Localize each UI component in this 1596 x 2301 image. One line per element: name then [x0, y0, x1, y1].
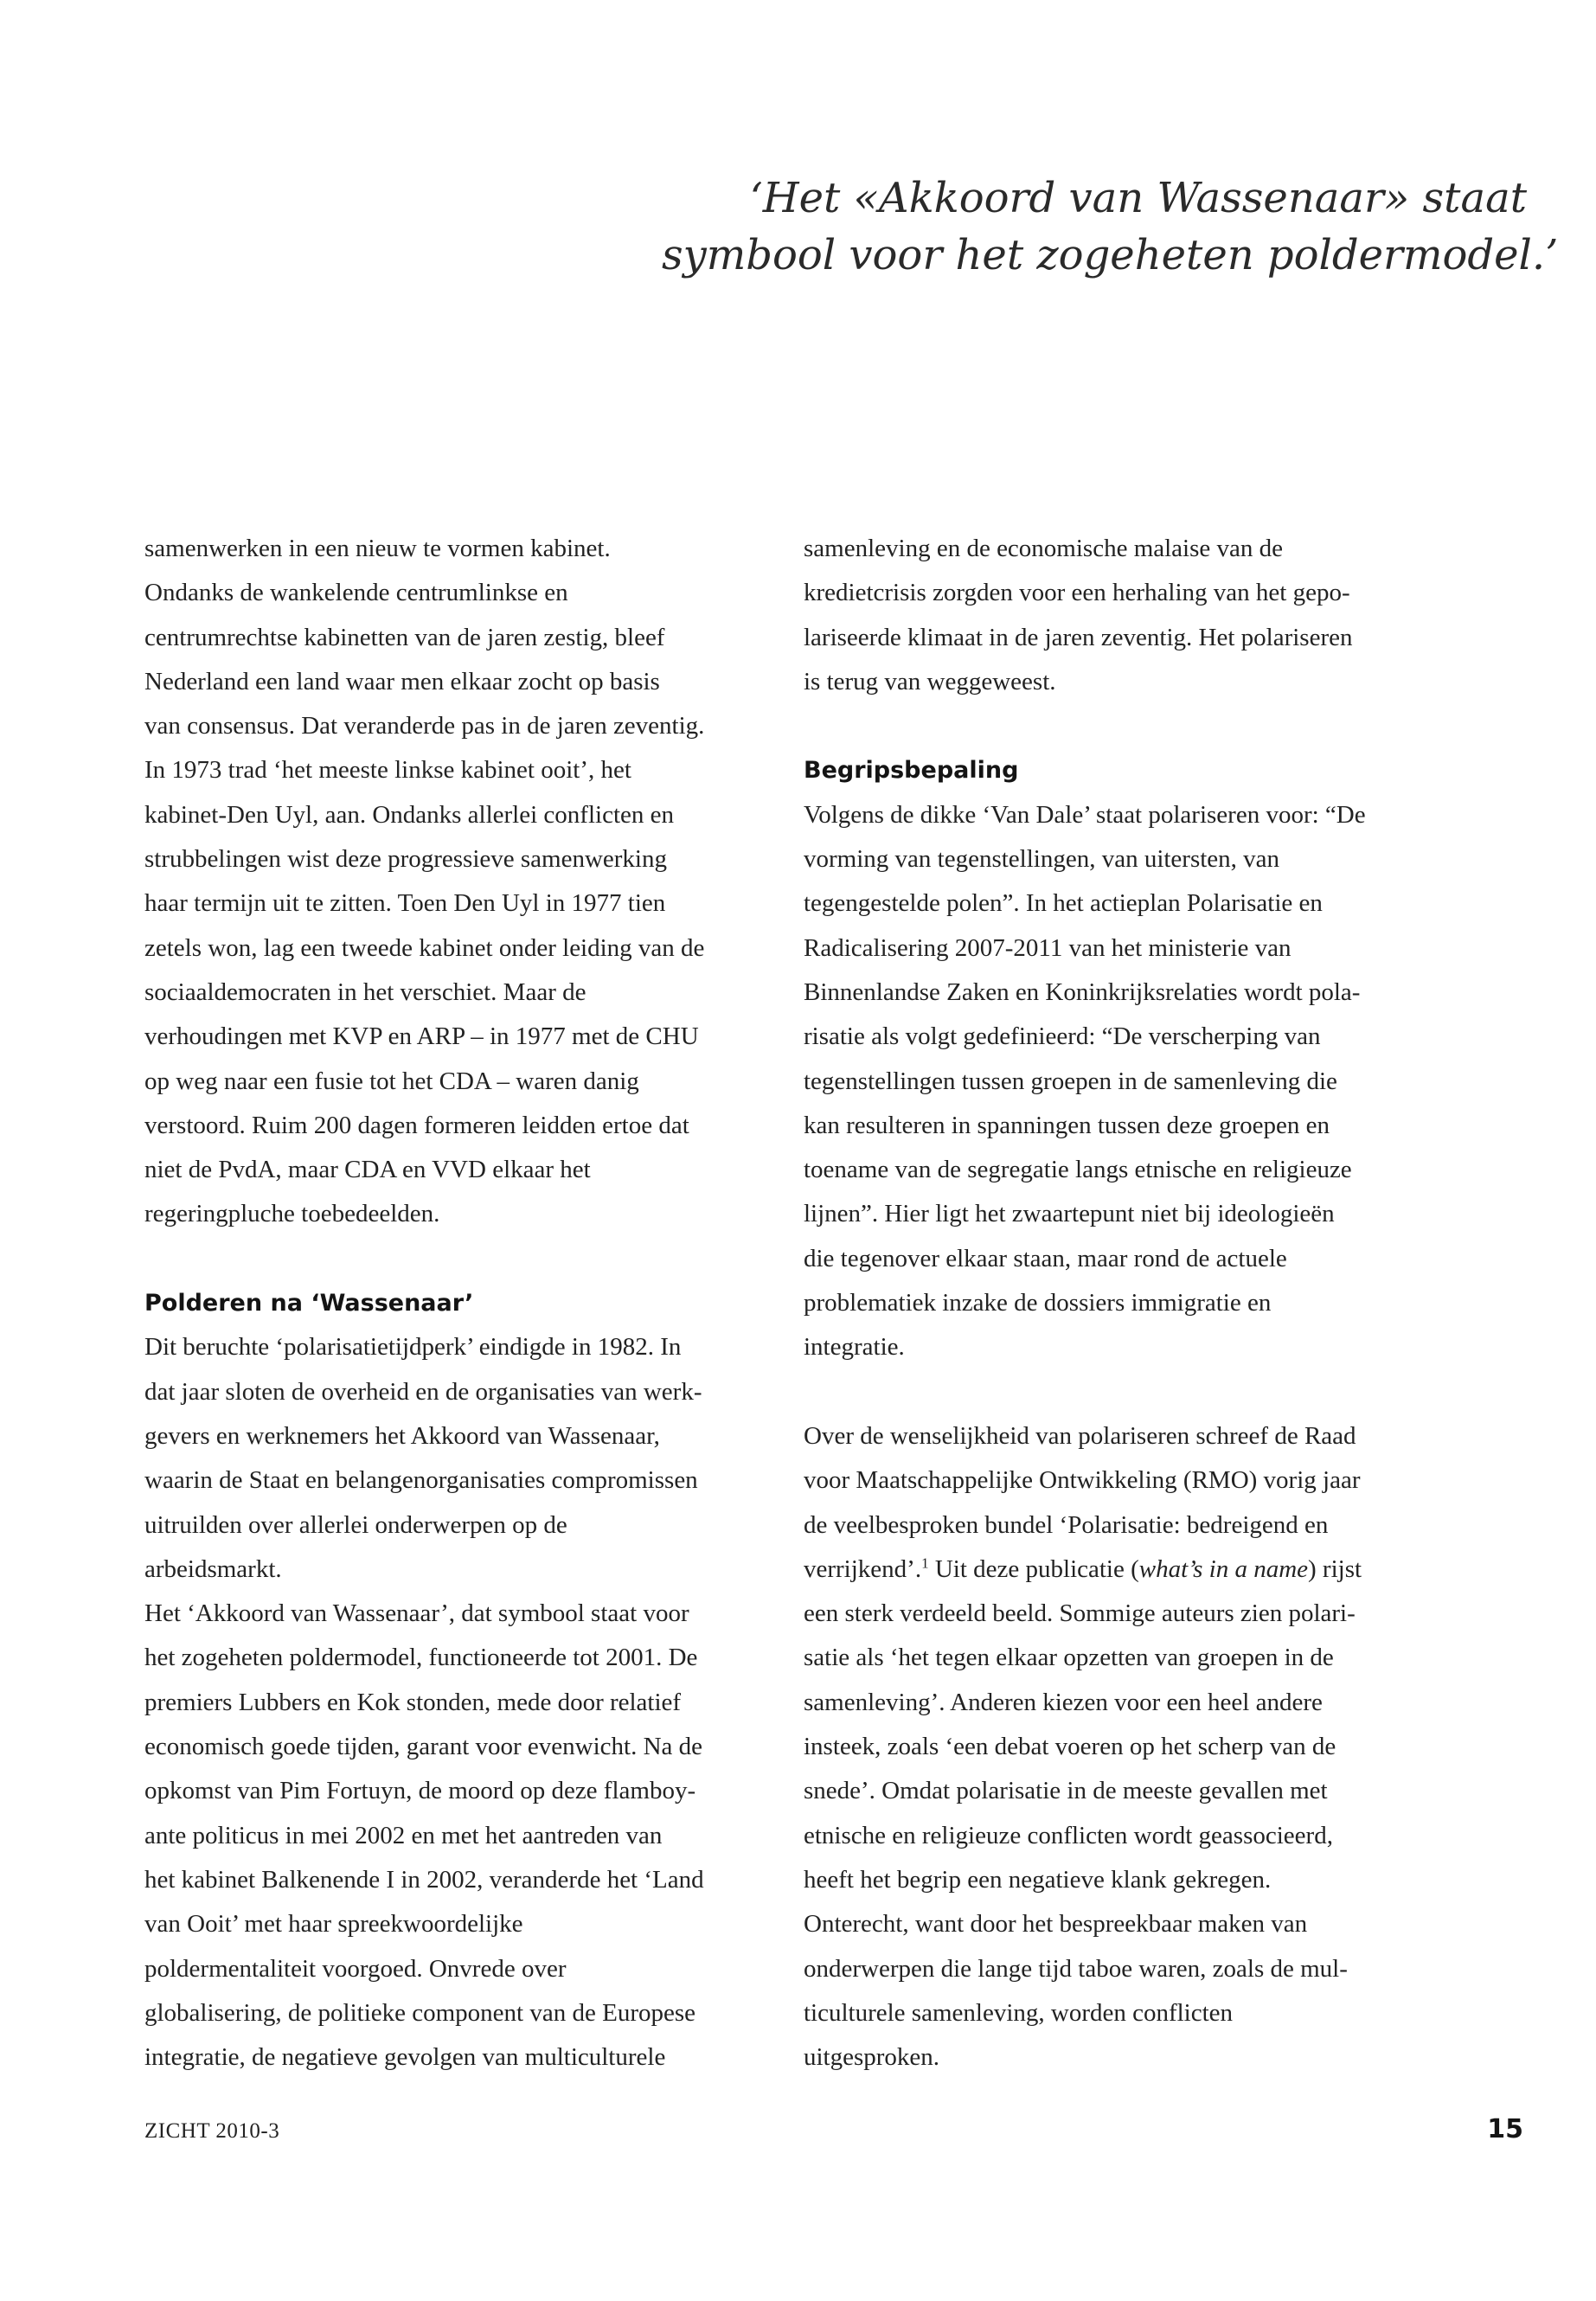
text-line: economisch goede tijden, garant voor evenwicht. Na de — [144, 1733, 703, 1761]
text-line: vorming van tegenstellingen, van uitersten, van — [804, 845, 1280, 874]
text-line: kan resulteren in spanningen tussen deze groepen en — [804, 1111, 1330, 1139]
text-line: het kabinet Balkenende I in 2002, veranderde het ‘Land — [144, 1865, 704, 1894]
text-line: premiers Lubbers en Kok stonden, mede door relatief — [144, 1688, 682, 1716]
text-line-with-footnote: verrijkend’.$^1$ Uit deze publicatie (what’s in a name) rijst — [804, 1554, 1362, 1583]
journal-footer: ZICHT 2010-3 — [144, 2119, 280, 2143]
text-line: Dit beruchte ‘polarisatietijdperk’ eindigde in 1982. In — [144, 1333, 682, 1362]
text-line: Over de wenselijkheid van polariseren schreef de Raad — [804, 1421, 1356, 1450]
text-line: heeft het begrip een negatieve klank gekregen. — [804, 1865, 1272, 1894]
text-line: integratie. — [804, 1333, 905, 1362]
pull-quote-line: ‘Het «Akkoord van Wassenaar» staat — [749, 174, 1527, 222]
text-line: Het ‘Akkoord van Wassenaar’, dat symbool staat voor — [144, 1599, 689, 1628]
text-line: op weg naar een fusie tot het CDA – waren danig — [144, 1067, 639, 1095]
text-line: kabinet-Den Uyl, aan. Ondanks allerlei conflicten en — [144, 800, 674, 829]
text-line: de veelbesproken bundel ‘Polarisatie: bedreigend en — [804, 1510, 1329, 1539]
text-line: kredietcrisis zorgden voor een herhaling van het gepo- — [804, 579, 1350, 607]
section-heading-begripsbepaling: Begripsbepaling — [804, 757, 1019, 785]
text-line: tegengestelde polen”. In het actieplan Polarisatie en — [804, 889, 1323, 918]
paragraph-gap — [804, 704, 1426, 748]
text-line: globalisering, de politieke component van de Europese — [144, 1998, 696, 2027]
text-line: Volgens de dikke ‘Van Dale’ staat polariseren voor: “De — [804, 800, 1366, 829]
text-line: gevers en werknemers het Akkoord van Wassenaar, — [144, 1421, 660, 1450]
text-line: In 1973 trad ‘het meeste linkse kabinet ooit’, het — [144, 756, 631, 785]
paragraph-gap — [804, 1370, 1426, 1414]
text-line: verstoord. Ruim 200 dagen formeren leidden ertoe dat — [144, 1111, 689, 1139]
left-column — [144, 527, 750, 2080]
right-paragraph-1 — [804, 527, 1426, 704]
text-line: snede’. Omdat polarisatie in de meeste gevallen met — [804, 1777, 1328, 1805]
text-line: risatie als volgt gedefinieerd: “De verscherping van — [804, 1022, 1321, 1051]
left-paragraph-2 — [144, 1325, 750, 2080]
text-line: integratie, de negatieve gevolgen van multiculturele — [144, 2043, 666, 2072]
text-line: een sterk verdeeld beeld. Sommige auteurs zien polari- — [804, 1599, 1356, 1628]
text-line: satie als ‘het tegen elkaar opzetten van groepen in de — [804, 1644, 1334, 1672]
text-line: sociaaldemocraten in het verschiet. Maar de — [144, 977, 586, 1006]
text-line: strubbelingen wist deze progressieve samenwerking — [144, 845, 667, 874]
text-line: centrumrechtse kabinetten van de jaren zestig, bleef — [144, 623, 665, 651]
text-line: uitruilden over allerlei onderwerpen op de — [144, 1510, 567, 1539]
text-line: arbeidsmarkt. — [144, 1554, 282, 1583]
right-column — [804, 527, 1426, 2080]
text-line: het zogeheten poldermodel, functioneerde tot 2001. De — [144, 1644, 698, 1672]
paragraph-gap — [144, 1237, 750, 1281]
pull-quote-line: symbool voor het zogeheten poldermodel.’ — [662, 231, 1559, 279]
text-line: opkomst van Pim Fortuyn, de moord op deze flamboy- — [144, 1777, 696, 1805]
text-line: etnische en religieuze conflicten wordt geassocieerd, — [804, 1821, 1333, 1849]
text-line: regeringpluche toebedeelden. — [144, 1200, 440, 1228]
text-line: dat jaar sloten de overheid en de organisaties van werk- — [144, 1377, 702, 1406]
text-line: Onterecht, want door het bespreekbaar maken van — [804, 1910, 1308, 1939]
text-line: ticulturele samenleving, worden conflicten — [804, 1998, 1234, 2027]
text-line: zetels won, lag een tweede kabinet onder leiding van de — [144, 933, 705, 962]
text-line: van Ooit’ met haar spreekwoordelijke — [144, 1910, 523, 1939]
text-line: Radicalisering 2007-2011 van het ministerie van — [804, 933, 1292, 962]
left-paragraph-1 — [144, 527, 750, 1237]
text-line: samenleving’. Anderen kiezen voor een heel andere — [804, 1688, 1323, 1716]
section-heading-polderen: Polderen na ‘Wassenaar’ — [144, 1290, 474, 1317]
text-line: samenwerken in een nieuw te vormen kabinet. — [144, 535, 611, 562]
text-line: lariseerde klimaat in de jaren zeventig. Het polariseren — [804, 623, 1353, 651]
text-line: toename van de segregatie langs etnische en religieuze — [804, 1156, 1352, 1184]
text-line: haar termijn uit te zitten. Toen Den Uyl in 1977 tien — [144, 889, 666, 918]
right-paragraph-3 — [804, 1414, 1426, 2080]
text-line: uitgesproken. — [804, 2043, 940, 2072]
text-line: tegenstellingen tussen groepen in de samenleving die — [804, 1067, 1337, 1095]
text-line: problematiek inzake de dossiers immigratie en — [804, 1289, 1272, 1317]
pull-quote — [662, 170, 1559, 284]
footnote-marker: 1 — [921, 1554, 929, 1572]
text-line: Ondanks de wankelende centrumlinkse en — [144, 579, 568, 607]
text-line: Nederland een land waar men elkaar zocht op basis — [144, 667, 660, 695]
text-line: poldermentaliteit voorgoed. Onvrede over — [144, 1954, 567, 1983]
text-line: onderwerpen die lange tijd taboe waren, zoals de mul- — [804, 1954, 1348, 1983]
text-line: niet de PvdA, maar CDA en VVD elkaar het — [144, 1156, 591, 1184]
text-line: die tegenover elkaar staan, maar rond de actuele — [804, 1244, 1287, 1272]
text-line: waarin de Staat en belangenorganisaties compromissen — [144, 1466, 698, 1495]
page-number: 15 — [1487, 2114, 1523, 2144]
text-line: Binnenlandse Zaken en Koninkrijksrelaties wordt pola- — [804, 977, 1361, 1006]
text-line: is terug van weggeweest. — [804, 667, 1056, 695]
text-line: van consensus. Dat veranderde pas in de jaren zeventig. — [144, 712, 705, 740]
text-line: samenleving en de economische malaise van de — [804, 535, 1284, 562]
text-line: verhoudingen met KVP en ARP – in 1977 met de CHU — [144, 1022, 699, 1051]
text-line: voor Maatschappelijke Ontwikkeling (RMO) vorig jaar — [804, 1466, 1361, 1495]
text-line: lijnen”. Hier ligt het zwaartepunt niet bij ideologieën — [804, 1200, 1335, 1228]
text-line: ante politicus in mei 2002 en met het aantreden van — [144, 1821, 663, 1849]
text-line: insteek, zoals ‘een debat voeren op het scherp van de — [804, 1733, 1336, 1761]
right-paragraph-2 — [804, 793, 1426, 1370]
